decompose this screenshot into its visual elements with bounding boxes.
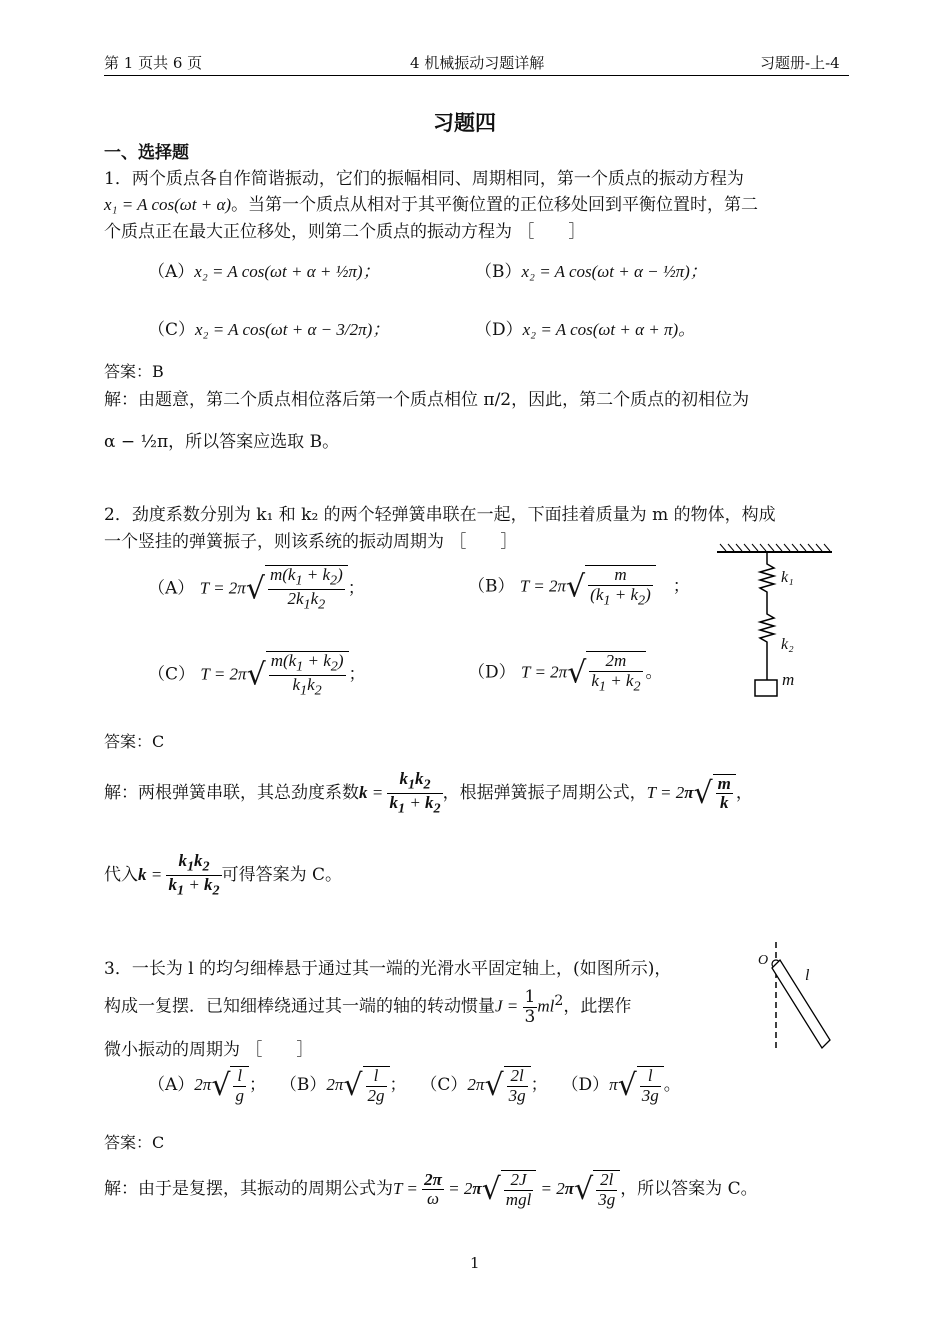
page-number: 1 <box>470 1254 480 1272</box>
header-right: 习题册-上-4 <box>760 54 840 72</box>
q1-line2: 。当第一个质点从相对于其平衡位置的正位移处回到平衡位置时，第二 <box>231 195 759 215</box>
q2-solution-line2: 代入k = $\frac{k_1k_2}{k_1 + k_2}$ 可得答案为 C。 <box>104 851 343 899</box>
fig-label-m: m <box>782 670 795 689</box>
header-left: 第 1 页共 6 页 <box>104 54 203 72</box>
q1-solution-line2: α − ½π，所以答案应选取 B。 <box>104 432 340 452</box>
q3-line2: 构成一复摆．已知细棒绕通过其一端的轴的转动惯量J = $\frac{1}{3}$ $ml^2$，此摆作 <box>104 987 632 1027</box>
fig-label-k2: k₂ <box>781 636 794 653</box>
q1-answer: 答案：B <box>104 362 164 381</box>
q3-line3: 微小振动的周期为 ［ ］ <box>104 1040 314 1060</box>
q2-option-d: （D） T = 2π√ $\frac{2m}{k_1 + k_2}$ 。 <box>468 651 663 695</box>
q2-answer: 答案：C <box>104 732 165 751</box>
q1-line1: 1．两个质点各自作简谐振动，它们的振幅相同、周期相同，第一个质点的振动方程为 <box>104 169 744 189</box>
q2-option-a: （A） T = 2π√ $\frac{m(k_1 + k_2)}{2k_1k_2}$ ； <box>148 565 365 613</box>
q3-line1: 3．一长为 l 的均匀细棒悬于通过其一端的光滑水平固定轴上，(如图所示)， <box>104 959 672 979</box>
q3-answer: 答案：C <box>104 1133 165 1152</box>
q1-option-a: （A）x₂ = A cos(ωt + α + ½π)； <box>148 262 380 282</box>
fig-label-k1: k₁ <box>781 569 794 586</box>
q3-solution: 解：由于是复摆，其振动的周期公式为T = $\frac{2\pi}{\omega}$ = 2π√ $\frac{2J}{\text{mgl}}$ = 2π√ $\frac{2l}{3g}$ ，所以答案为 C。 <box>104 1169 758 1209</box>
fig-label-l: l <box>805 967 810 984</box>
q2-line1: 2．劲度系数分别为 k₁ 和 k₂ 的两个轻弹簧串联在一起，下面挂着质量为 m 的物体，构成 <box>104 505 776 525</box>
q1-option-d: （D）x₂ = A cos(ωt + α + π)。 <box>475 320 696 340</box>
q1-option-b: （B）x₂ = A cos(ωt + α − ½π)； <box>475 262 707 282</box>
q1-line3: 个质点正在最大正位移处，则第二个质点的振动方程为 ［ ］ <box>104 222 586 242</box>
header-rule <box>104 75 849 76</box>
q1-option-c: （C）x₂ = A cos(ωt + α − 3/2π)； <box>148 320 390 340</box>
q3-options: （A）2π√ $\frac{l}{g}$ ； （B）2π√ $\frac{l}{2g}$ ； （C）2π√ $\frac{2l}{3g}$ ； （D）π√ $\frac{l}{3g}$ 。 <box>148 1066 681 1105</box>
q1-equation: x₁ = A cos(ωt + α) <box>104 195 232 214</box>
q1-solution-line1: 解：由题意，第二个质点相位落后第一个质点相位 π/2，因此，第二个质点的初相位为 <box>104 390 750 410</box>
page-title: 习题四 <box>433 110 496 135</box>
q2-option-c: （C） T = 2π√ $\frac{m(k_1 + k_2)}{k_1k_2}$ ； <box>148 651 366 699</box>
q2-solution-line1: 解：两根弹簧串联，其总劲度系数k = $\frac{k_1k_2}{k_1 + k_2}$ ，根据弹簧振子周期公式，T = 2π√ $\frac{m}{k}$ ， <box>104 769 753 817</box>
header-center: 4 机械振动习题详解 <box>410 54 545 72</box>
fig-label-o: O <box>758 953 769 968</box>
q2-line2: 一个竖挂的弹簧振子，则该系统的振动周期为 ［ ］ <box>104 532 518 552</box>
section-heading: 一、选择题 <box>104 143 189 163</box>
q2-option-b: （B） T = 2π√ $\frac{m}{(k_1 + k_2)}$ ； <box>468 565 690 609</box>
spring-figure <box>712 542 842 707</box>
